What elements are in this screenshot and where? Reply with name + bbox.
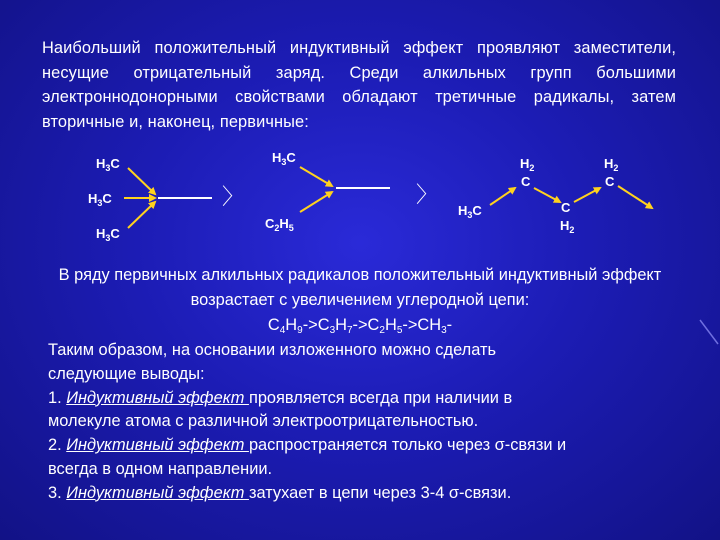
secondary-radical xyxy=(265,150,390,233)
separator-2: 〉 xyxy=(416,182,439,207)
primary-c1-h-label: $H_2$ xyxy=(520,156,535,173)
conclusion-3-term: Индуктивный эффект xyxy=(66,483,249,502)
conclusion-1: 1. Индуктивный эффект проявляется всегда при наличии в xyxy=(48,388,513,407)
primary-left-label: $H_3C$ xyxy=(458,203,482,220)
tertiary-mid-label: $H_3C$ xyxy=(88,191,112,208)
primary-arrow-4 xyxy=(618,186,652,208)
secondary-arrow-bottom xyxy=(300,192,332,212)
primary-c3-label: C xyxy=(605,174,615,189)
conclusion-2-term: Индуктивный эффект xyxy=(66,436,249,455)
primary-c3-h-label: $H_2$ xyxy=(604,156,619,173)
tertiary-bottom-label: $H_3C$ xyxy=(96,226,120,243)
conclusion-2: 2. Индуктивный эффект распространяется только через σ-связи и xyxy=(48,436,567,455)
conclusions xyxy=(48,339,688,506)
primary-c2-h-label: $H_2$ xyxy=(560,218,575,235)
primary-radical xyxy=(458,156,652,235)
decorative-edge-line xyxy=(698,318,720,346)
primary-radicals-text: В ряду первичных алкильных радикалов положительный индуктивный эффект возрастает с увеличением углеродной цепи: xyxy=(58,266,662,309)
primary-radicals-paragraph xyxy=(48,263,672,338)
intro-paragraph: Наибольший положительный индуктивный эффект проявляют заместители, несущие отрицательный заряд. Среди алкильных групп большими электроннодонорными свойствами обладают третичные радикалы, затем вторичные и, наконец, первичные: xyxy=(42,39,676,131)
tertiary-top-label: $H_3C$ xyxy=(96,156,120,173)
secondary-top-label: $H_3C$ xyxy=(272,150,296,167)
primary-series-formula: $C_4H_9->C_3H_7->C_2H_5->CH_3-$ xyxy=(267,316,453,336)
primary-c2-label: C xyxy=(561,200,571,215)
conclusions-intro-line-1: Таким образом, на основании изложенного можно сделать xyxy=(48,341,497,359)
primary-arrow-3 xyxy=(574,188,600,202)
secondary-bottom-label: $C_2H_5$ xyxy=(265,216,294,233)
secondary-arrow-top xyxy=(300,167,332,186)
conclusions-intro-line-2: следующие выводы: xyxy=(48,364,205,383)
tertiary-radical xyxy=(88,156,212,243)
conclusion-2-cont: всегда в одном направлении. xyxy=(48,459,273,478)
primary-arrow-1 xyxy=(490,188,515,205)
primary-arrow-2 xyxy=(534,188,560,202)
tertiary-arrow-bottom xyxy=(128,202,155,228)
alkyl-radicals-diagram xyxy=(0,140,720,250)
conclusion-1-term: Индуктивный эффект xyxy=(66,388,249,407)
primary-c1-label: C xyxy=(521,174,531,189)
tertiary-arrow-top xyxy=(128,168,155,194)
separator-1: 〉 xyxy=(222,184,245,209)
conclusion-3: 3. Индуктивный эффект затухает в цепи через 3-4 σ-связи. xyxy=(48,483,512,502)
conclusion-1-cont: молекуле атома с различной электроотрицательностью. xyxy=(48,412,479,431)
